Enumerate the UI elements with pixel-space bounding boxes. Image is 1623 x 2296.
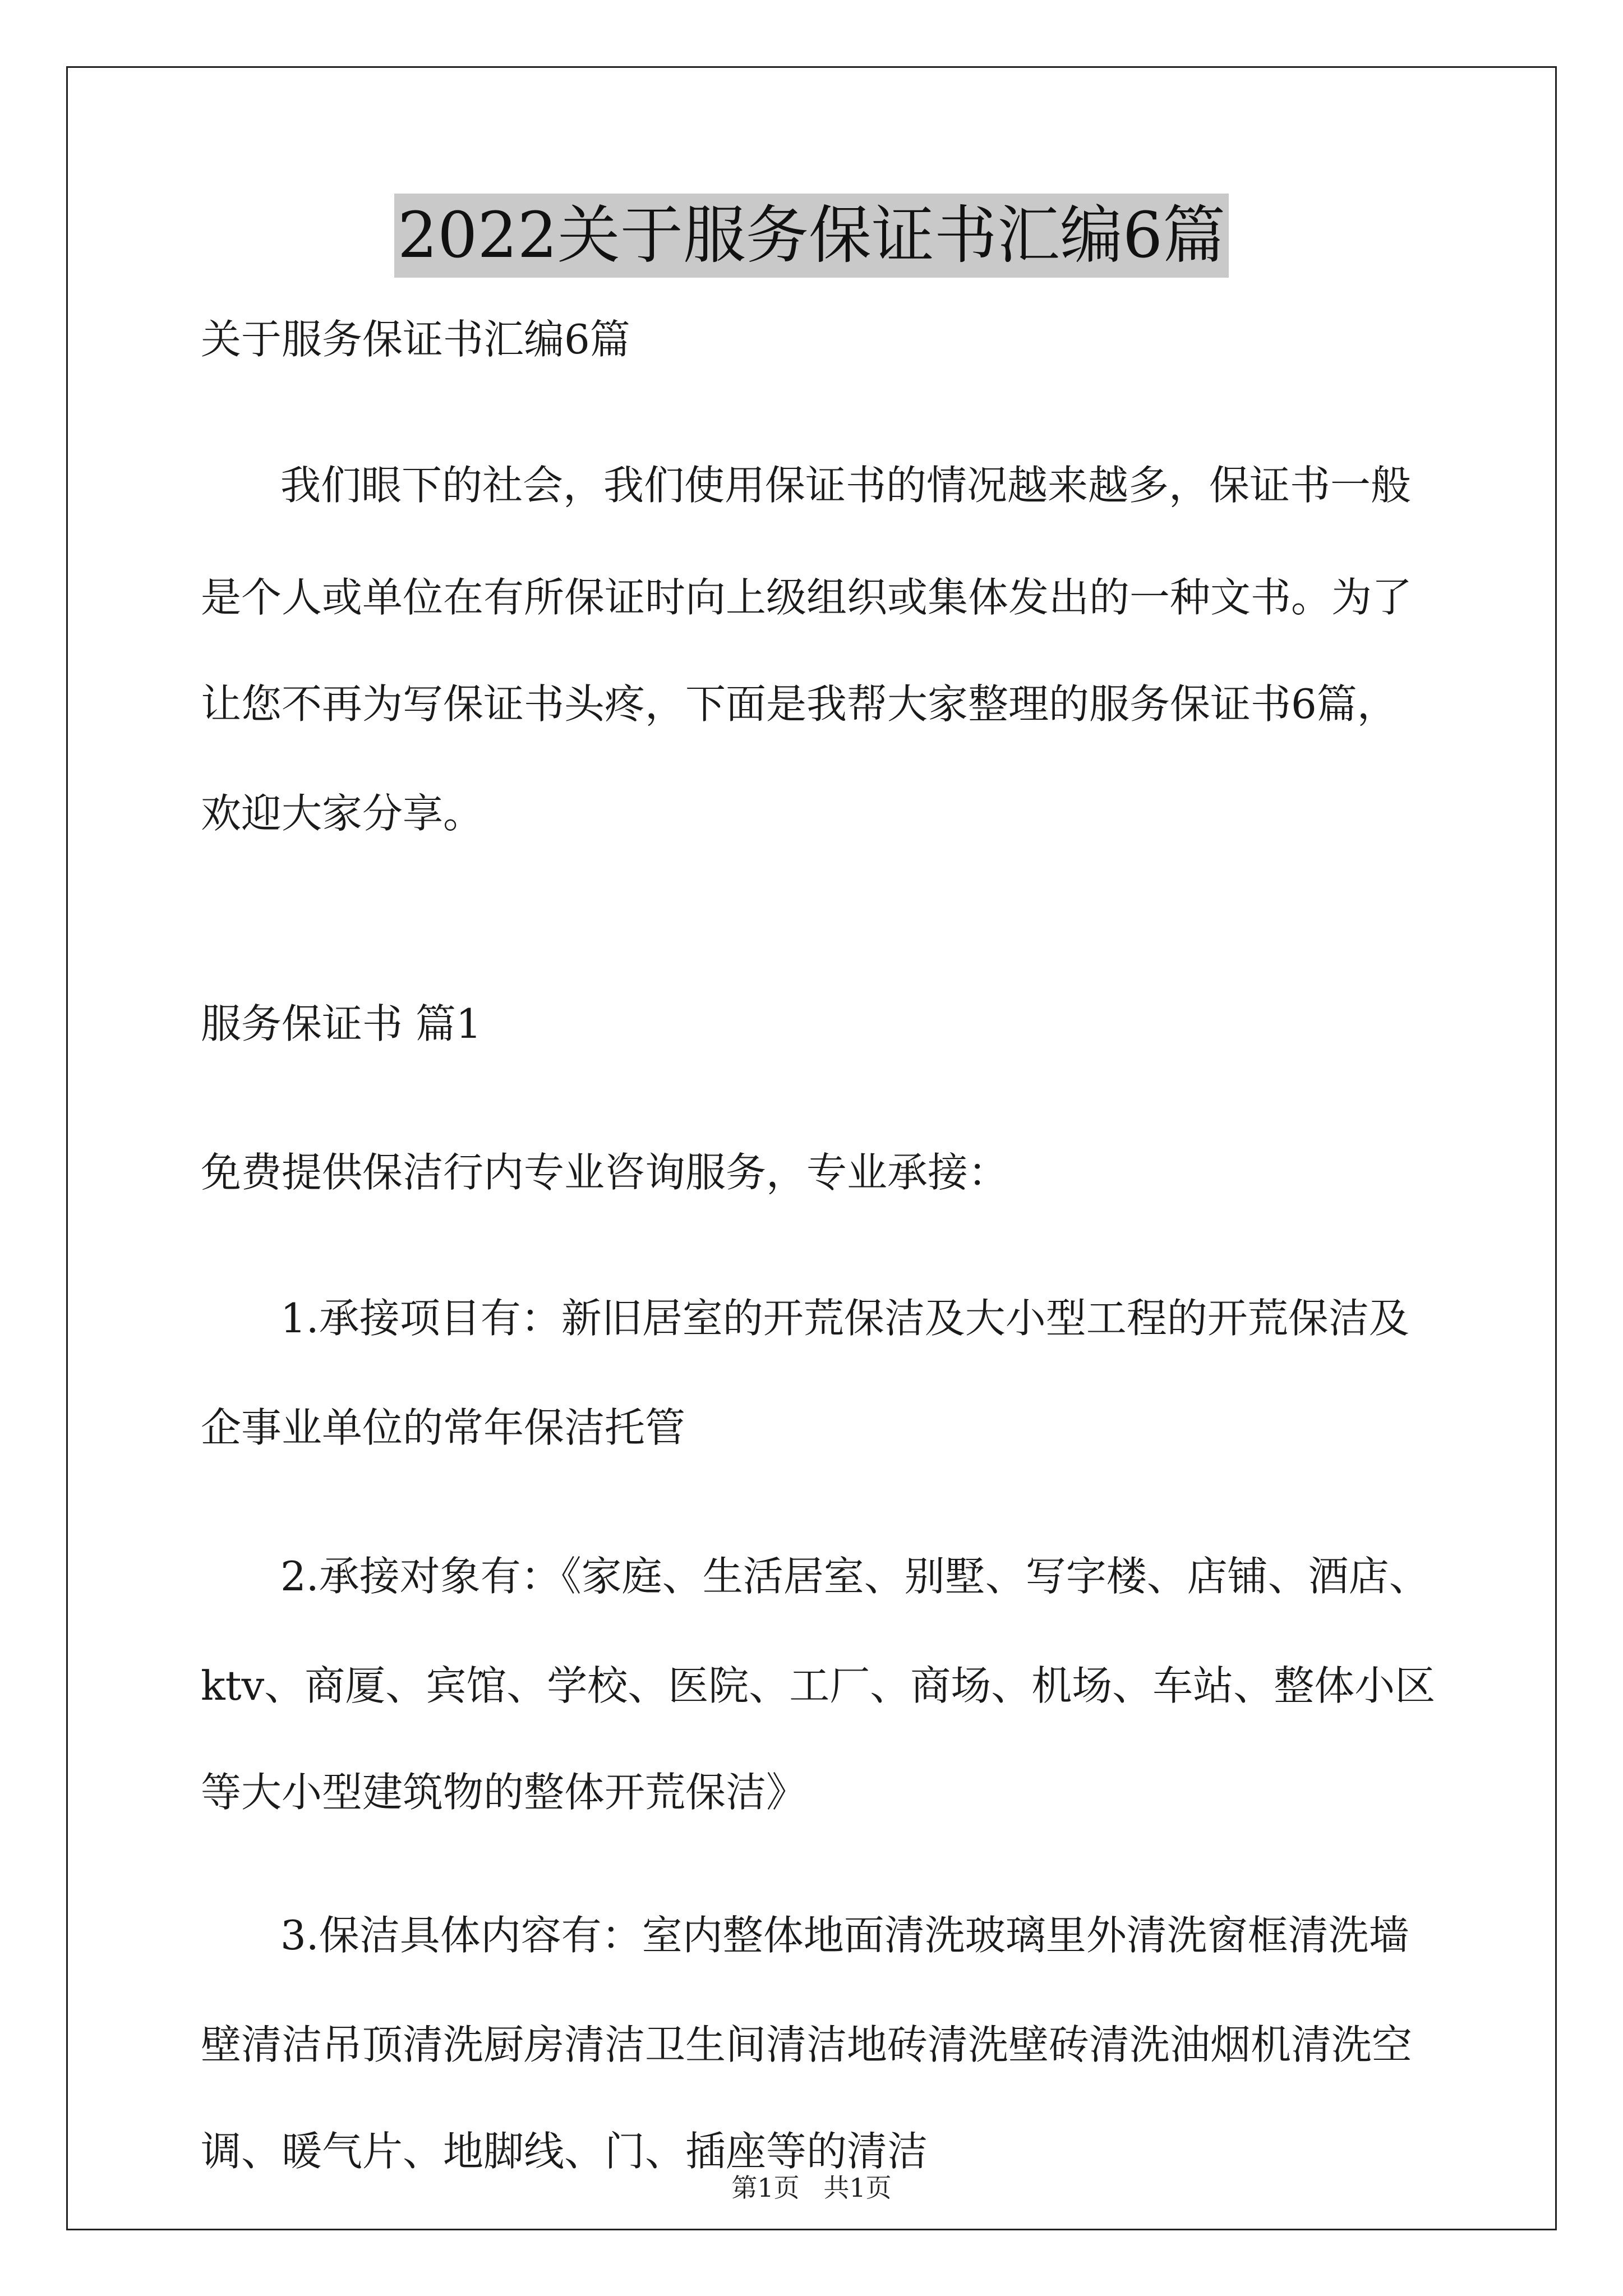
body-line-1: 免费提供保洁行内专业咨询服务，专业承接：: [201, 1149, 1009, 1196]
page-total: 共1页: [823, 2173, 892, 2203]
item-1-line-2: 企事业单位的常年保洁托管: [201, 1404, 686, 1451]
section-heading: 服务保证书 篇1: [201, 1000, 482, 1047]
page-footer: [0, 2171, 1623, 2205]
title-area: [0, 194, 1623, 278]
item-2-line-1: 2.承接对象有：《家庭、生活居室、别墅、写字楼、店铺、酒店、: [280, 1553, 1430, 1600]
document-title: 2022关于服务保证书汇编6篇: [394, 194, 1229, 278]
item-2-line-3: 等大小型建筑物的整体开荒保洁》: [201, 1769, 807, 1816]
item-1-line-1: 1.承接项目有：新旧居室的开荒保洁及大小型工程的开荒保洁及: [280, 1295, 1409, 1342]
intro-line-4: 欢迎大家分享。: [201, 790, 484, 837]
item-3-line-3: 调、暖气片、地脚线、门、插座等的清洁: [201, 2128, 928, 2175]
page-number: 第1页: [731, 2173, 800, 2203]
intro-line-2: 是个人或单位在有所保证时向上级组织或集体发出的一种文书。为了: [201, 574, 1413, 621]
subtitle-line: 关于服务保证书汇编6篇: [201, 316, 630, 363]
intro-line-3: 让您不再为写保证书头疼，下面是我帮大家整理的服务保证书6篇，: [201, 680, 1398, 728]
intro-line-1: 我们眼下的社会，我们使用保证书的情况越来越多，保证书一般: [280, 462, 1412, 509]
item-2-line-2: ktv、商厦、宾馆、学校、医院、工厂、商场、机场、车站、整体小区: [201, 1662, 1436, 1709]
item-3-line-2: 壁清洁吊顶清洗厨房清洁卫生间清洁地砖清洗壁砖清洗油烟机清洗空: [201, 2021, 1413, 2068]
item-3-line-1: 3.保洁具体内容有：室内整体地面清洗玻璃里外清洗窗框清洗墙: [280, 1912, 1409, 1959]
